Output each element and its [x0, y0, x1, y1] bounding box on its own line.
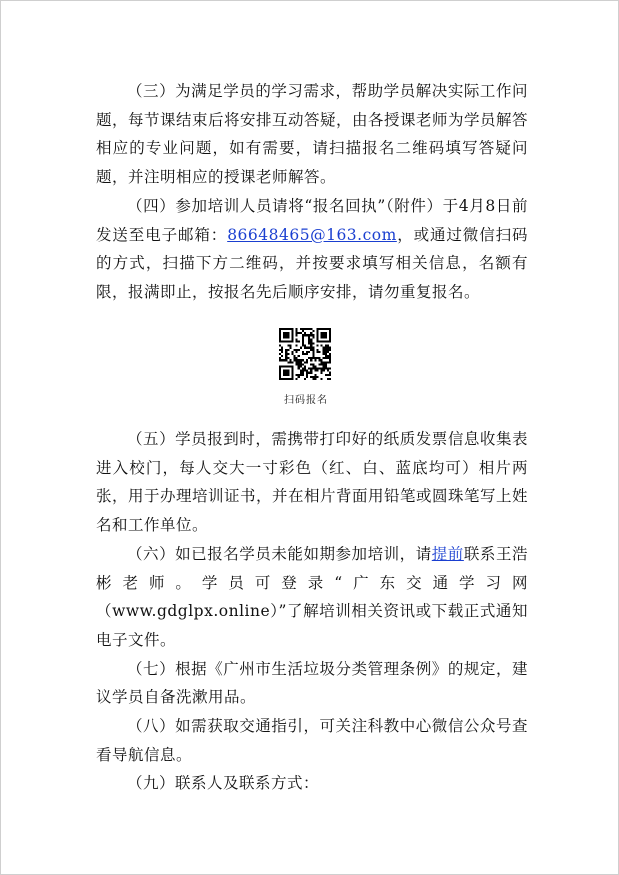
- paragraph-5: （五）学员报到时，需携带打印好的纸质发票信息收集表进入校门，每人交大一寸彩色（红、白、蓝底均可）相片两张，用于办理培训证书，并在相片背面用铅笔或圆珠笔写上姓名和工作单位。: [96, 430, 529, 535]
- paragraph-8: （八）如需获取交通指引，可关注科教中心微信公众号查看导航信息。: [96, 717, 528, 764]
- email-link[interactable]: 86648465@163.com: [227, 225, 397, 244]
- paragraph-3: （三）为满足学员的学习需求，帮助学员解决实际工作问题，每节课结束后将安排互动答疑，由各授课老师为学员解答相应的专业问题，如有需要，请扫描报名二维码填写答疑问题，并注明相应的授课老师解答。: [96, 82, 529, 187]
- notice-body-top: [96, 77, 528, 307]
- paragraph-7: （七）根据《广州市生活垃圾分类管理条例》的规定，建议学员自备洗漱用品。: [96, 659, 528, 707]
- qr-code: [279, 328, 331, 380]
- paragraph-9: （九）联系人及联系方式：: [127, 774, 320, 793]
- advance-link[interactable]: 提前: [431, 544, 464, 563]
- paragraph-4: [96, 192, 528, 307]
- paragraph-6: [96, 540, 528, 655]
- paragraph-6-text-after: 联系王浩彬老师。学员可登录“广东交通学习网（www.gdglpx.online）”了解培训相关资讯或下载正式通知电子文件。: [96, 544, 528, 649]
- paragraph-4-text-before: （四）参加培训人员请将“报名回执”（附件）于4月8日前发送至电子邮箱：: [96, 196, 528, 244]
- paragraph-4-text-after: ，或通过微信扫码的方式，扫描下方二维码，并按要求填写相关信息，名额有限，报满即止，按报名先后顺序安排，请勿重复报名。: [96, 225, 528, 301]
- qr-caption: 扫码报名: [284, 395, 328, 406]
- notice-body-bottom: [96, 425, 528, 798]
- paragraph-6-text-before: （六）如已报名学员未能如期参加培训，请: [127, 544, 432, 563]
